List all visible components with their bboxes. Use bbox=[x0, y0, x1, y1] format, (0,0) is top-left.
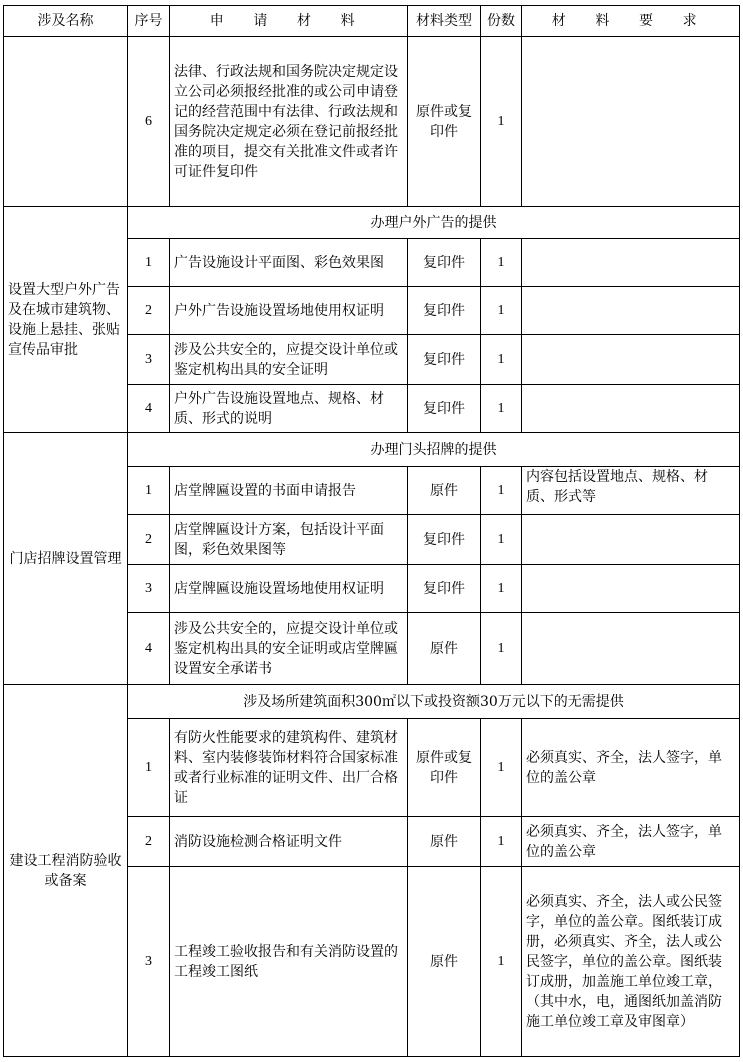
material-cell: 有防火性能要求的建筑构件、建筑材料、室内装修装饰材料符合国家标准或者行业标准的证明文件、出厂合格证 bbox=[170, 719, 408, 817]
type-cell: 复印件 bbox=[408, 385, 481, 433]
type-cell: 原件 bbox=[408, 613, 481, 685]
section-title: 办理户外广告的提供 bbox=[128, 207, 740, 239]
requirement-cell bbox=[522, 335, 740, 385]
type-cell: 复印件 bbox=[408, 565, 481, 613]
material-cell: 涉及公共安全的，应提交设计单位或鉴定机构出具的安全证明或店堂牌匾设置安全承诺书 bbox=[170, 613, 408, 685]
type-cell: 原件 bbox=[408, 867, 481, 1057]
type-cell: 复印件 bbox=[408, 287, 481, 335]
requirement-cell: 必须真实、齐全，法人或公民签字，单位的盖公章。图纸装订成册，必须真实、齐全，法人或公民签字，单位的盖公章。图纸装订成册，加盖施工单位竣工章，（其中水，电，通图纸加盖消防施工单位竣工章及审图章） bbox=[522, 867, 740, 1057]
seq-cell: 2 bbox=[128, 817, 170, 867]
table-row bbox=[4, 37, 740, 207]
seq-cell: 2 bbox=[128, 515, 170, 565]
header-material: 申 请 材 料 bbox=[170, 6, 408, 37]
section-row bbox=[4, 207, 740, 239]
seq-cell: 3 bbox=[128, 867, 170, 1057]
header-type: 材料类型 bbox=[408, 6, 481, 37]
seq-cell: 4 bbox=[128, 613, 170, 685]
copies-cell: 1 bbox=[481, 515, 522, 565]
material-cell: 店堂牌匾设施设置场地使用权证明 bbox=[170, 565, 408, 613]
header-copies: 份数 bbox=[481, 6, 522, 37]
seq-cell: 1 bbox=[128, 239, 170, 287]
copies-cell: 1 bbox=[481, 565, 522, 613]
material-cell: 店堂牌匾设置的书面申请报告 bbox=[170, 467, 408, 515]
requirement-cell bbox=[522, 515, 740, 565]
materials-table bbox=[3, 5, 740, 1057]
header-name: 涉及名称 bbox=[4, 6, 128, 37]
copies-cell: 1 bbox=[481, 385, 522, 433]
copies-cell: 1 bbox=[481, 867, 522, 1057]
section-title: 办理门头招牌的提供 bbox=[128, 433, 740, 467]
material-cell: 涉及公共安全的，应提交设计单位或鉴定机构出具的安全证明 bbox=[170, 335, 408, 385]
type-cell: 复印件 bbox=[408, 335, 481, 385]
copies-cell: 1 bbox=[481, 467, 522, 515]
requirement-cell bbox=[522, 613, 740, 685]
copies-cell: 1 bbox=[481, 817, 522, 867]
requirement-cell: 必须真实、齐全，法人签字，单位的盖公章 bbox=[522, 719, 740, 817]
type-cell: 复印件 bbox=[408, 515, 481, 565]
copies-cell: 1 bbox=[481, 287, 522, 335]
copies-cell: 1 bbox=[481, 335, 522, 385]
section-row bbox=[4, 433, 740, 467]
requirement-cell bbox=[522, 239, 740, 287]
seq-cell: 6 bbox=[128, 37, 170, 207]
name-cell bbox=[4, 37, 128, 207]
section-title: 涉及场所建筑面积300㎡以下或投资额30万元以下的无需提供 bbox=[128, 685, 740, 719]
material-cell: 广告设施设计平面图、彩色效果图 bbox=[170, 239, 408, 287]
seq-cell: 4 bbox=[128, 385, 170, 433]
requirement-cell: 内容包括设置地点、规格、材质、形式等 bbox=[522, 467, 740, 515]
type-cell: 原件 bbox=[408, 817, 481, 867]
type-cell: 原件或复印件 bbox=[408, 37, 481, 207]
copies-cell: 1 bbox=[481, 37, 522, 207]
group-name-cell: 设置大型户外广告及在城市建筑物、设施上悬挂、张贴宣传品审批 bbox=[4, 207, 128, 433]
requirement-cell bbox=[522, 37, 740, 207]
group-name-cell: 建设工程消防验收或备案 bbox=[4, 685, 128, 1057]
header-seq: 序号 bbox=[128, 6, 170, 37]
copies-cell: 1 bbox=[481, 719, 522, 817]
section-row bbox=[4, 685, 740, 719]
material-cell: 店堂牌匾设计方案，包括设计平面图，彩色效果图等 bbox=[170, 515, 408, 565]
material-cell: 工程竣工验收报告和有关消防设置的工程竣工图纸 bbox=[170, 867, 408, 1057]
copies-cell: 1 bbox=[481, 239, 522, 287]
material-cell: 户外广告设施设置地点、规格、材质、形式的说明 bbox=[170, 385, 408, 433]
seq-cell: 1 bbox=[128, 719, 170, 817]
copies-cell: 1 bbox=[481, 613, 522, 685]
material-cell: 消防设施检测合格证明文件 bbox=[170, 817, 408, 867]
requirement-cell bbox=[522, 565, 740, 613]
seq-cell: 3 bbox=[128, 565, 170, 613]
requirement-cell bbox=[522, 385, 740, 433]
seq-cell: 1 bbox=[128, 467, 170, 515]
requirement-cell bbox=[522, 287, 740, 335]
header-requirement: 材 料 要 求 bbox=[522, 6, 740, 37]
seq-cell: 3 bbox=[128, 335, 170, 385]
material-cell: 法律、行政法规和国务院决定规定设立公司必须报经批准的或公司申请登记的经营范围中有法律、行政法规和国务院决定规定必须在登记前报经批准的项目，提交有关批准文件或者许可证件复印件 bbox=[170, 37, 408, 207]
type-cell: 原件或复印件 bbox=[408, 719, 481, 817]
material-cell: 户外广告设施设置场地使用权证明 bbox=[170, 287, 408, 335]
requirement-cell: 必须真实、齐全，法人签字，单位的盖公章 bbox=[522, 817, 740, 867]
group-name-cell: 门店招牌设置管理 bbox=[4, 433, 128, 685]
header-row bbox=[4, 6, 740, 37]
type-cell: 原件 bbox=[408, 467, 481, 515]
seq-cell: 2 bbox=[128, 287, 170, 335]
type-cell: 复印件 bbox=[408, 239, 481, 287]
